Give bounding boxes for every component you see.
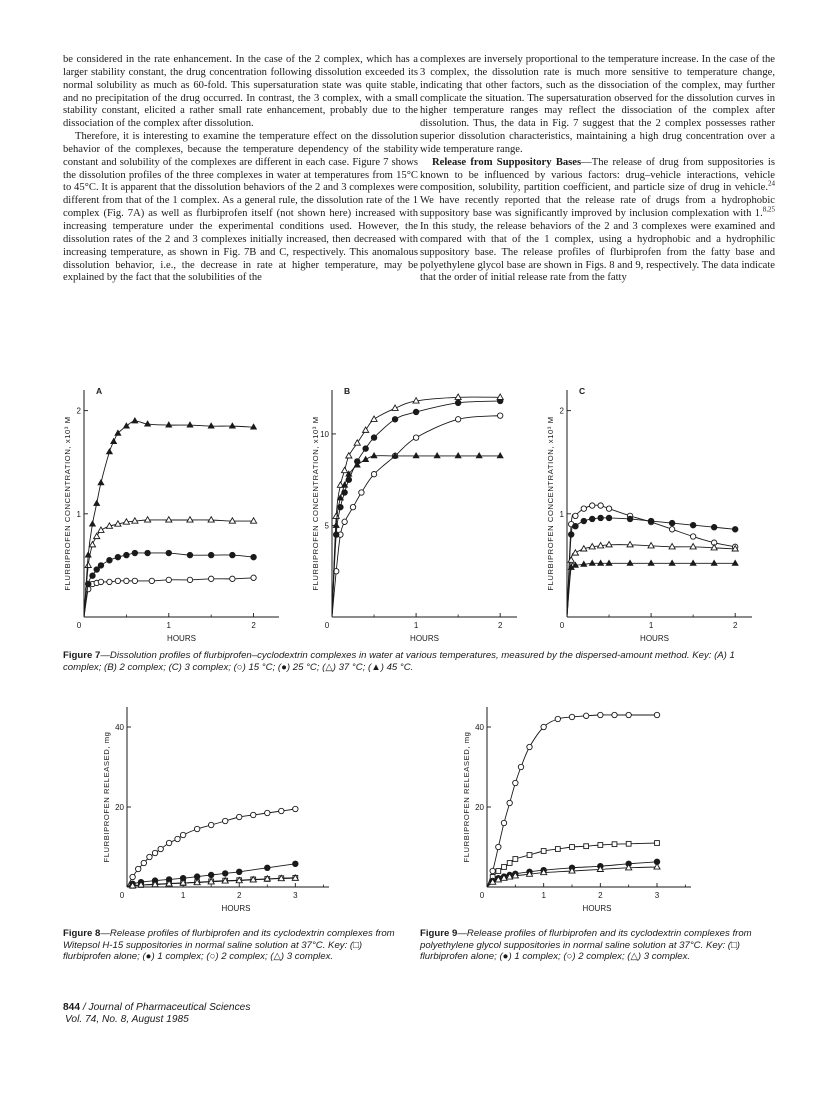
data-point-open-circle [626,712,631,717]
x-tick-label: 1 [541,891,546,900]
data-point-open-circle [527,744,532,749]
data-point-open-square [570,845,575,850]
figure-8-caption: Figure 8—Release profiles of flurbiprofen and its cyclodextrin complexes from Witepsol H-15 suppositories in normal saline solution at 37°C. Key: (□) flurbiprofen alone; (●) 1 complex; (○) 2 complex; (△) 3 complex. [63,928,395,963]
y-tick-label: 2 [559,406,564,416]
caption-label: Figure 7 [63,650,101,661]
page-number: 844 [63,1002,80,1013]
data-point-open-circle [237,814,242,819]
x-tick-label: 1 [648,621,654,630]
data-point-open-circle [513,780,518,785]
data-point-open-circle [251,812,256,817]
x-axis-label: HOURS [221,904,251,913]
data-point-open-circle [490,868,495,873]
x-axis-label: HOURS [410,634,439,643]
data-point-open-circle [265,810,270,815]
x-tick-label: 2 [251,621,256,630]
data-point-open-circle [130,874,135,879]
paragraph: Therefore, it is interesting to examine the temperature effect on the dissolution behavior of the complexes, because the temperature dependency of the stability constant and solubility of the complexes are different in each case. Figure 7 shows the dissolution profiles of the three complexes in water at temperatures from 15°C to 45°C. It is apparent that the dissolution behaviors of the 2 and 3 complexes were different from that of the 1 complex. As a general rule, the dissolution rate of the 1 complex (Fig. 7A) as well as flurbiprofen itself (not shown here) increased with increasing temperature under the experimental conditions used. However, the dissolution rates of the 2 and 3 complexes initially increased, then decreased with increasing temperature, as shown in Fig. 7B and C, respectively. This anomalous dissolution behavior, i.e., the decrease in rate at higher temperature, may be explained by the fact that the solubilities of the [63,131,418,284]
x-tick-label: 3 [293,891,298,900]
data-point-open-square [541,849,546,854]
y-tick-label: 20 [475,803,484,812]
y-axis-label: FLURBIPROFEN CONCENTRATION, x10³ M [546,416,555,591]
data-point-open-circle [222,818,227,823]
data-point-open-square [555,847,560,852]
x-tick-label: 1 [180,891,186,900]
y-tick-label: 1 [559,509,564,519]
data-point-filled-circle [222,871,228,877]
caption-label: Figure 8 [63,928,101,939]
paragraph: be considered in the rate enhancement. In the case of the 2 complex, which has a larger stability constant, the drug concentration following dissolution exceeded its normal solubility as much as 60-fold. This supersaturation state was quite stable, and no precipitation of the drug occurred. In contrast, the 3 complex, with a small stability constant, elicited a rather small rate enhancement, probably due to the dissociation of the complex after dissolution. [63,54,418,130]
figure-9-plot [462,707,691,913]
data-point-open-circle [555,716,560,721]
x-tick-label: 0 [119,891,125,900]
x-tick-label: 1 [166,621,172,630]
x-tick-label: 3 [654,891,660,900]
data-point-open-circle [141,860,146,865]
x-axis-label: HOURS [640,634,669,643]
paragraph: complexes are inversely proportional to the temperature increase. In the case of the 3 complex, the dissolution rate is much more sensitive to temperature change, indicating that other factors, such as the dissociation of the complex, may further complicate the situation. The supersaturation observed for the dissolution curves in higher temperature ranges may reflect the dissociation of the complex after dissolution. Thus, the data in Fig. 7 suggest that the 2 complex possesses rather superior dissolution characteristics, maintaining a high drug concentration over a wide temperature range. [420,54,775,155]
data-point-open-circle [507,800,512,805]
y-tick-label: 40 [115,723,124,732]
data-point-open-square [496,869,501,874]
journal-line: 844 / Journal of Pharmaceutical Sciences [63,1002,251,1013]
data-point-open-square [527,853,532,858]
y-axis-label: FLURBIPROFEN CONCENTRATION, x10³ M [63,416,72,591]
data-point-open-circle [541,724,546,729]
x-tick-label: 0 [324,621,330,630]
x-tick-label: 2 [732,621,738,630]
data-point-open-circle [152,850,157,855]
data-point-open-circle [194,826,199,831]
data-point-open-circle [598,712,603,717]
y-tick-label: 20 [115,803,124,812]
x-tick-label: 0 [559,621,565,630]
data-point-open-square [598,843,603,848]
data-point-open-circle [147,854,152,859]
figure-9-caption: Figure 9—Release profiles of flurbiprofen and its cyclodextrin complexes from polyethylene glycol suppositories in normal saline solution at 37°C. Key: (□) flurbiprofen alone; (●) 1 complex; (○) 2 complex; (△) 3 complex. [420,928,752,963]
data-point-filled-circle [292,861,298,867]
figure-8-plot [102,707,329,913]
x-tick-label: 2 [497,621,503,630]
data-point-open-square [612,842,617,847]
data-point-open-circle [293,806,298,811]
data-point-open-circle [518,764,523,769]
caption-label: Figure 9 [420,928,458,939]
data-point-open-circle [496,844,501,849]
data-point-open-square [513,857,518,862]
data-point-open-circle [501,820,506,825]
panel-label: B [344,386,351,396]
paragraph: Release from Suppository Bases—The release of drug from suppositories is known to be influenced by various factors: drug–vehicle interactions, vehicle composition, solubility, partition coefficient, and particle size of drug in vehicle.$^{24}$ We have recently reported that the release rate of drugs from a hydrophobic suppository base was significantly improved by inclusion complexation with 1.$^{8,25}$ In this study, the release behaviors of the 2 and 3 complexes were examined and compared with that of the 1 complex, using a hydrophobic and a hydrophilic suppository base. The release profiles of flurbiprofen from the fatty base and polyethylene glycol base are shown in Figs. 8 and 9, respectively. The data indicate that the order of initial release rate from the fatty [420,156,775,284]
data-point-open-circle [175,836,180,841]
data-point-filled-circle [236,869,242,875]
data-point-open-circle [612,712,617,717]
x-tick-label: 0 [76,621,82,630]
page-footer [63,1002,250,1026]
x-tick-label: 2 [236,891,242,900]
y-axis-label: FLURBIPROFEN CONCENTRATION, x10³ M [311,416,320,591]
x-tick-label: 0 [479,891,485,900]
y-tick-label: 40 [475,723,484,732]
x-axis-label: HOURS [167,634,196,643]
figure-7-caption: Figure 7—Dissolution profiles of flurbiprofen–cyclodextrin complexes in water at various temperatures, measured by the dispersed-amount method. Key: (A) 1 complex; (B) 2 complex; (C) 3 complex; (○) 15 °C; (●) 25 °C; (△) 37 °C; (▲) 45 °C. [63,650,735,673]
x-axis-label: HOURS [582,904,612,913]
y-axis-label: FLURBIPROFEN RELEASED, mg [102,731,111,863]
panel-label: C [579,386,586,396]
data-point-open-circle [136,866,141,871]
data-point-open-circle [654,712,659,717]
data-point-open-square [507,861,512,866]
data-point-filled-circle [208,872,214,878]
data-point-open-circle [569,714,574,719]
y-axis-label: FLURBIPROFEN RELEASED, mg [462,731,471,863]
volume-line: Vol. 74, No. 8, August 1985 [65,1014,189,1025]
data-point-open-circle [158,846,163,851]
data-point-open-circle [166,840,171,845]
panel-label: A [96,386,103,396]
y-tick-label: 5 [324,521,329,531]
x-tick-label: 2 [598,891,603,900]
y-tick-label: 2 [76,406,81,416]
data-point-open-square [626,841,631,846]
y-tick-label: 10 [320,429,329,439]
data-point-open-triangle [654,864,660,869]
data-point-open-circle [180,832,185,837]
data-point-open-square [502,865,507,870]
data-point-open-square [655,841,660,846]
data-point-open-circle [583,713,588,718]
reference-superscript: 8,25 [762,205,775,214]
data-point-filled-circle [264,865,270,871]
reference-superscript: 24 [768,179,775,188]
data-point-open-circle [279,808,284,813]
data-point-open-square [584,844,589,849]
x-tick-label: 1 [413,621,419,630]
y-tick-label: 1 [76,509,81,519]
section-heading: Release from Suppository Bases [432,156,582,168]
data-point-open-circle [208,822,213,827]
